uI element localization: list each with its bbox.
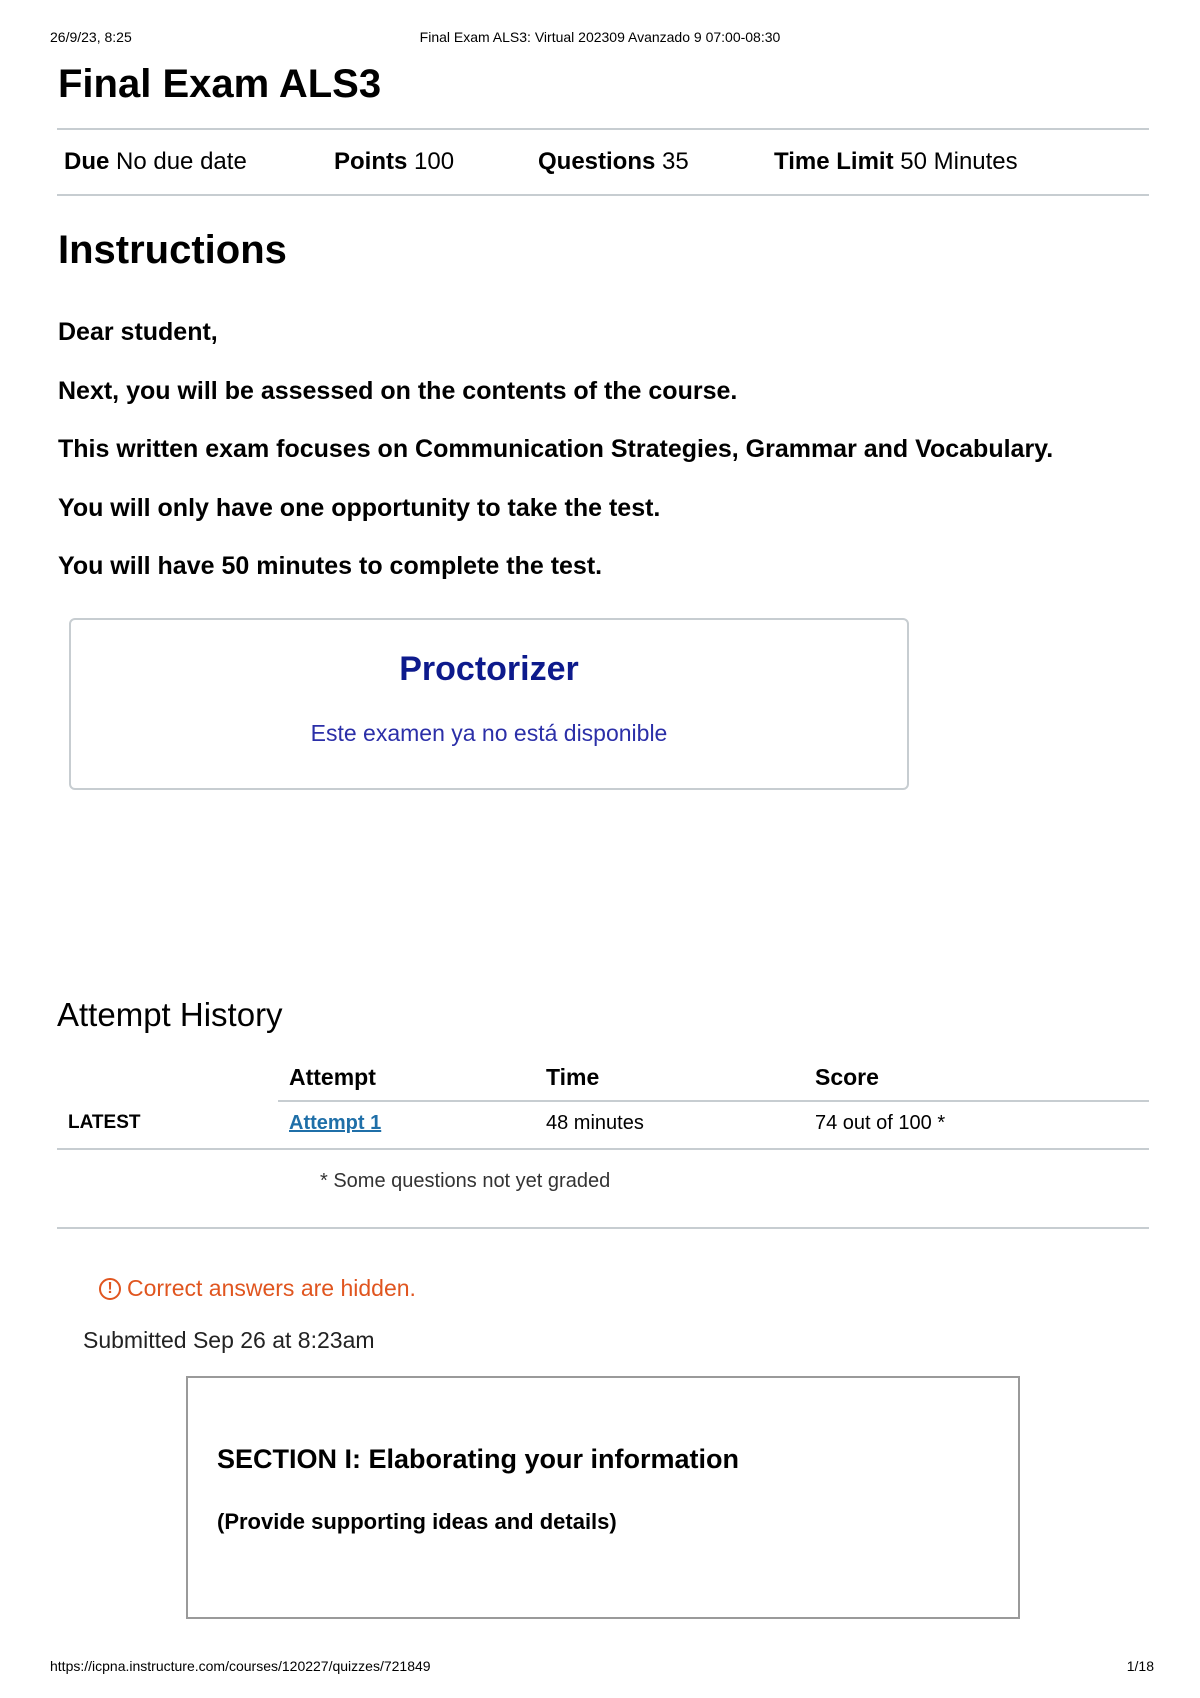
attempt-time: 48 minutes	[546, 1112, 644, 1134]
quiz-meta	[64, 148, 1018, 176]
time-limit-value: 50 Minutes	[900, 148, 1018, 175]
column-header-attempt: Attempt	[289, 1064, 376, 1090]
instructions-heading: Instructions	[58, 228, 287, 272]
proctorizer-message: Este examen ya no está disponible	[310, 720, 668, 746]
column-header-score: Score	[815, 1064, 879, 1090]
divider	[57, 128, 1149, 130]
instruction-line: You will only have one opportunity to take the test.	[58, 494, 661, 522]
points-value: 100	[414, 148, 455, 175]
questions-info	[538, 148, 774, 176]
section-title: SECTION I: Elaborating your information	[217, 1444, 740, 1474]
attempt-link[interactable]: Attempt 1	[289, 1112, 382, 1134]
instruction-line: You will have 50 minutes to complete the test.	[58, 552, 603, 580]
due-label: Due	[64, 148, 110, 175]
latest-badge: LATEST	[68, 1112, 141, 1133]
correct-answers-notice	[99, 1275, 416, 1302]
section-header-box	[186, 1376, 1020, 1619]
table-row-divider	[57, 1148, 1149, 1150]
table-header-divider	[278, 1100, 1149, 1102]
exclamation-circle-icon: !	[99, 1278, 121, 1300]
instruction-line: Next, you will be assessed on the contents of the course.	[58, 377, 738, 405]
quiz-title: Final Exam ALS3	[58, 62, 382, 106]
print-page-number: 1/18	[1126, 1658, 1154, 1674]
submitted-timestamp: Submitted Sep 26 at 8:23am	[83, 1327, 375, 1353]
grading-note: * Some questions not yet graded	[320, 1170, 611, 1192]
instruction-line: Dear student,	[58, 318, 218, 346]
proctorizer-title: Proctorizer	[399, 650, 579, 688]
divider	[57, 1227, 1149, 1229]
questions-value: 35	[662, 148, 689, 175]
print-url: https://icpna.instructure.com/courses/120227/quizzes/721849	[50, 1658, 431, 1674]
notice-text: Correct answers are hidden.	[127, 1275, 416, 1301]
attempt-score: 74 out of 100 *	[815, 1112, 946, 1134]
questions-label: Questions	[538, 148, 656, 175]
column-header-time: Time	[546, 1064, 600, 1090]
due-value: No due date	[116, 148, 247, 175]
instruction-line: This written exam focuses on Communication Strategies, Grammar and Vocabulary.	[58, 435, 1054, 463]
points-info	[334, 148, 538, 176]
print-datetime: 26/9/23, 8:25	[50, 29, 132, 45]
time-limit-info	[774, 148, 1018, 176]
time-limit-label: Time Limit	[774, 148, 894, 175]
points-label: Points	[334, 148, 408, 175]
attempt-history-heading: Attempt History	[57, 996, 283, 1033]
due-info	[64, 148, 334, 176]
divider	[57, 194, 1149, 196]
print-page-title: Final Exam ALS3: Virtual 202309 Avanzado 9 07:00-08:30	[419, 29, 781, 45]
proctorizer-panel	[69, 618, 909, 790]
section-subtitle: (Provide supporting ideas and details)	[217, 1509, 617, 1534]
